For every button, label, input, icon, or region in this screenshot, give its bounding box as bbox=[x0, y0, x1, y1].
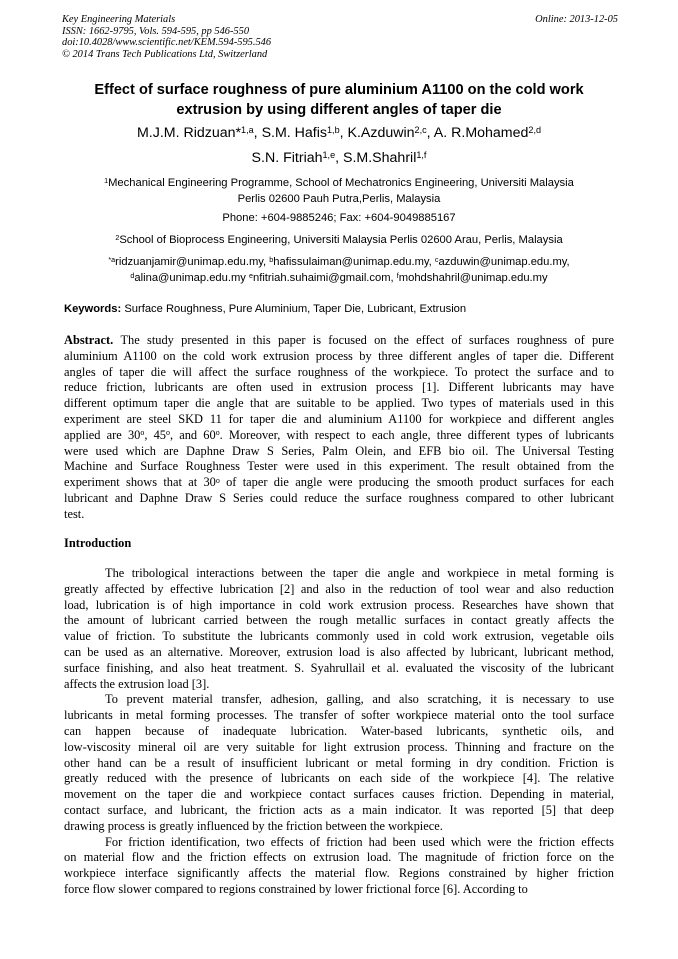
title-line: Effect of surface roughness of pure aluminium A1100 on the cold work bbox=[94, 82, 584, 98]
degree-symbol: o bbox=[215, 475, 220, 485]
author-list: M.J.M. Ridzuan*$^{1,a}$, S.M. Hafis$^{1,b}$, K.Azduwin$^{2,c}$, A. R.Mohamed$^{2,d}$ S.N. Fitriah$^{1,e}$, S.M.Shahril$^{1,f}$ bbox=[136, 124, 542, 166]
affiliation-2 bbox=[30, 232, 648, 248]
paragraph-line: force flow slower compared to regions constrained by lower frictional force [6]. According to bbox=[64, 881, 528, 896]
author-sup: 1,f bbox=[416, 149, 427, 160]
email-link[interactable]: ridzuanjamir@unimap.edu.my, bbox=[115, 256, 267, 268]
affiliation-sup: 1 bbox=[104, 176, 109, 185]
paragraph-line: load, lubrication is of high importance in cold work extrusion process. Researches have shown that bbox=[64, 597, 614, 612]
affiliation-text: Perlis 02600 Pauh Putra,Perlis, Malaysia bbox=[237, 193, 441, 205]
keywords-label: Keywords: bbox=[64, 303, 122, 315]
author-sup: 1,a bbox=[241, 124, 254, 135]
email-link[interactable]: mohdshahril@unimap.edu.my bbox=[398, 272, 548, 284]
abstract-label: Abstract. bbox=[64, 333, 121, 347]
email-sup: *a bbox=[108, 255, 116, 264]
email-link[interactable]: hafissulaiman@unimap.edu.my, bbox=[273, 256, 432, 268]
abstract-line: Abstract. The study presented in this paper is focused on the effect of surfaces roughness of pure bbox=[64, 333, 614, 347]
paragraph-line: drawing process is greatly influenced by the friction between the workpiece. bbox=[64, 818, 443, 833]
abstract-line: test. bbox=[64, 506, 85, 521]
introduction-body bbox=[64, 566, 614, 898]
affiliation-1 bbox=[30, 175, 648, 207]
abstract bbox=[64, 333, 614, 523]
author-sup: 1,b bbox=[327, 124, 340, 135]
paragraph-line: can happen because of inadequate lubrication. Water-based lubricants, synthetic oils, and bbox=[64, 723, 614, 738]
paragraph-line: workpiece interface significantly affects the material flow. Regions constrained by higher friction bbox=[64, 866, 614, 881]
author-name: S.N. Fitriah bbox=[251, 150, 323, 166]
paragraph-line: lubricants in metal forming processes. The transfer of softer workpiece material onto the tool surface bbox=[64, 708, 614, 723]
email-link[interactable]: alina@unimap.edu.my bbox=[134, 272, 246, 284]
affiliation-sup: 2 bbox=[115, 233, 120, 242]
email-sup: e bbox=[249, 271, 253, 280]
abstract-line: angles of taper die will affect the surface roughness of the workpiece. To protect the surface and to bbox=[64, 364, 614, 379]
author-sup: 1,e bbox=[322, 149, 336, 160]
paragraph-line: greatly affected by effective lubrication [2] and also in the reduction of tool wear and also reduction bbox=[64, 581, 614, 596]
paragraph-line: low-viscosity mineral oil are very suitable for light extrusion process. Thinning and fracture on the bbox=[64, 739, 614, 754]
email-link[interactable]: nfitriah.suhaimi@gmail.com, bbox=[252, 272, 394, 284]
abstract-line: reduce friction, lubricants are often used in extrusion process [1]. Different lubricants may have bbox=[64, 380, 614, 395]
author-name: K.Azduwin bbox=[347, 125, 415, 141]
affiliation-text: Mechanical Engineering Programme, School of Mechatronics Engineering, Universiti Malaysia bbox=[108, 177, 574, 189]
email-link[interactable]: azduwin@unimap.edu.my, bbox=[438, 256, 570, 268]
degree-symbol: o bbox=[165, 428, 170, 438]
affiliation-text: School of Bioprocess Engineering, Universiti Malaysia Perlis 02600 Arau, Perlis, Malaysia bbox=[119, 234, 563, 246]
paper-title bbox=[40, 80, 638, 120]
abstract-line: were used which are Daphne Draw S Series, Palm Olein, and EFB bio oil. The Universal Testing bbox=[64, 443, 614, 458]
email-sup: d bbox=[130, 271, 135, 280]
keywords-text: Surface Roughness, Pure Aluminium, Taper Die, Lubricant, Extrusion bbox=[124, 303, 467, 315]
degree-symbol: o bbox=[215, 428, 220, 438]
phone-fax bbox=[30, 210, 648, 226]
author-name: A. R.Mohamed bbox=[433, 125, 529, 141]
email-sup: b bbox=[269, 255, 274, 264]
paragraph-line: other hand can be a result of insufficient lubricant or metal forming in dry condition. Friction is bbox=[64, 755, 614, 770]
section-heading-introduction: Introduction bbox=[64, 536, 132, 550]
email-sup: f bbox=[396, 271, 399, 280]
paragraph-line: The tribological interactions between the taper die angle and workpiece in metal forming is bbox=[105, 566, 614, 580]
phone-fax-text: Phone: +604-9885246; Fax: +604-9049885167 bbox=[222, 212, 456, 224]
paragraph-line: can be used as an alternative. Moreover, extrusion load is also affected by lubricant, lubricant method, bbox=[64, 644, 614, 659]
abstract-line: experiment shows that at 30$^o$ of taper die angle were producing the smooth product surfaces for each bbox=[64, 475, 614, 490]
author-sup: 2,d bbox=[528, 124, 542, 135]
paragraph-line: For friction identification, two effects of friction had been used which were the friction effects bbox=[105, 834, 614, 849]
author-name: S.M.Shahril bbox=[343, 150, 417, 166]
issn-line: ISSN: 1662-9795, Vols. 594-595, pp 546-550 bbox=[62, 25, 250, 37]
doi-line: doi:10.4028/www.scientific.net/KEM.594-595.546 bbox=[62, 37, 272, 49]
degree-symbol: o bbox=[140, 428, 145, 438]
abstract-line: applied are 30$^o$, 45$^o$, and 60$^o$. Moreover, with respect to each angle, three different types of lubricants bbox=[64, 427, 615, 442]
paragraph-line: on material flow and the friction effects on extrusion load. The magnitude of friction force on the bbox=[64, 850, 614, 865]
paragraph-line: affects the extrusion load [3]. bbox=[64, 676, 210, 691]
journal-name: Key Engineering Materials bbox=[62, 14, 176, 25]
abstract-line: Machine and Surface Roughness Tester were used in this experiment. The result obtained from the bbox=[64, 459, 614, 474]
paragraph-line: the amount of lubricant carried between the rough metallic surfaces in contact greatly affects the bbox=[64, 613, 614, 628]
paragraph-line: To prevent material transfer, adhesion, galling, and also scratching, it is necessary to use bbox=[105, 692, 614, 707]
author-name: M.J.M. Ridzuan* bbox=[136, 125, 242, 141]
author-name: S.M. Hafis bbox=[261, 125, 327, 141]
paragraph-line: movement on the taper die and workpiece contact surfaces causes friction. Depending in material, bbox=[64, 787, 614, 802]
abstract-line: experiment are steel SKD 11 for taper die and aluminium A1100 for workpiece and different angles bbox=[64, 411, 614, 426]
keywords bbox=[64, 302, 624, 316]
paragraph-line: greatly reduced with the presence of lubricants on each side of the workpiece [4]. The relative bbox=[64, 771, 614, 786]
paragraph-line: value of friction. To substitute the lubricants commonly used in cold work extrusion, vegetable oils bbox=[64, 629, 614, 644]
online-date: Online: 2013-12-05 bbox=[535, 14, 618, 25]
title-line: extrusion by using different angles of taper die bbox=[176, 102, 502, 118]
email-sup: c bbox=[434, 255, 439, 264]
abstract-line: lubricant and Daphne Draw S Series could reduce the surface roughness compared to other lubricant bbox=[64, 490, 614, 505]
paragraph-line: contact surface, and lubricant, the friction acts as a main indicator. It was reported [5] that deep bbox=[64, 802, 614, 817]
abstract-line: different optimum taper die angle that are suitable to be applied. Two types of materials used in this bbox=[64, 396, 614, 411]
publication-header bbox=[62, 14, 618, 60]
copyright-line: © 2014 Trans Tech Publications Ltd, Switzerland bbox=[62, 48, 268, 60]
author-sup: 2,c bbox=[414, 124, 427, 135]
paragraph-line: surface finishing, and also heat treatment. S. Syahrullail et al. evaluated the viscosity of the lubricant bbox=[64, 660, 614, 675]
email-list bbox=[30, 254, 648, 286]
abstract-line: aluminium A1100 on the cold work extrusion process by three different angles of taper die. Different bbox=[64, 348, 614, 363]
